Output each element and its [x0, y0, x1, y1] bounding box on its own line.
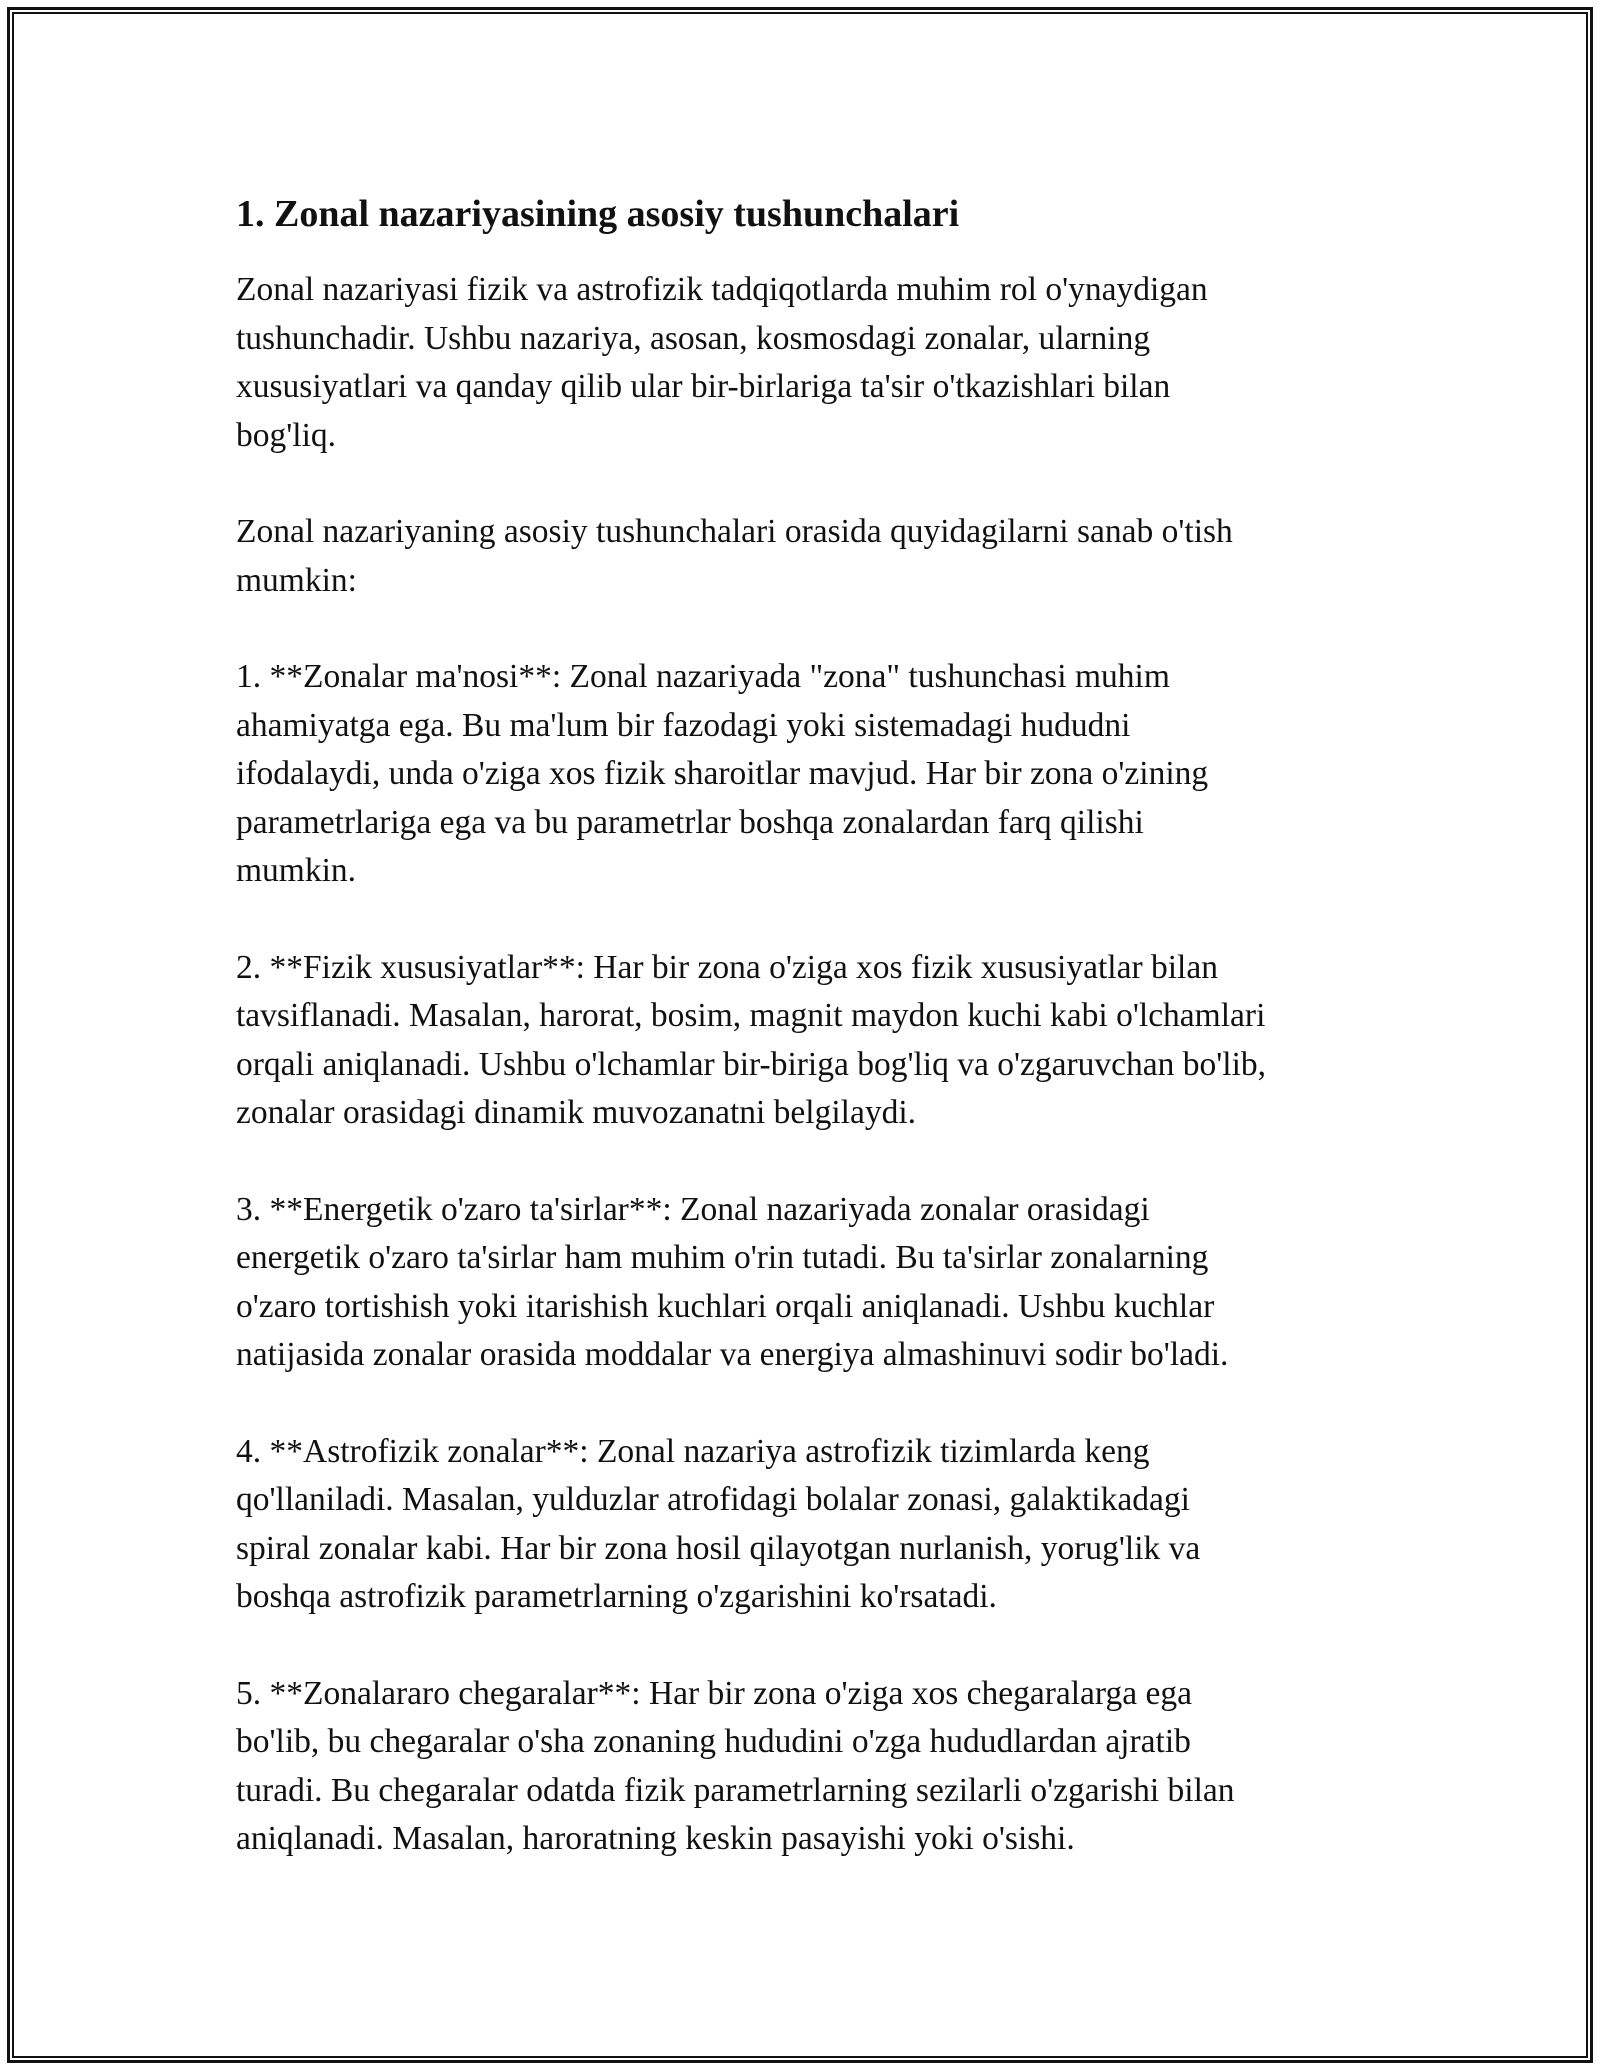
list-item-zonalar-manosi: 1. **Zonalar ma'nosi**: Zonal nazariyada "zona" tushunchasi muhim ahamiyatga ega. Bu ma'lum bir fazodagi yoki sistemadagi hududni ifodalaydi, unda o'ziga xos fizik sharoitlar mavjud. Har bir zona o'zining parametrlariga ega va bu parametrlar boshqa zonalardan farq qilishi mumkin. — [236, 658, 1209, 889]
document-body — [236, 186, 1376, 1864]
list-item-fizik-xususiyatlar: 2. **Fizik xususiyatlar**: Har bir zona o'ziga xos fizik xususiyatlar bilan tavsiflanadi. Masalan, harorat, bosim, magnit maydon kuchi kabi o'lchamlari orqali aniqlanadi. Ushbu o'lchamlar bir-biriga bog'liq va o'zgaruvchan bo'lib, zonalar orasidagi dinamik muvozanatni belgilaydi. — [236, 948, 1267, 1131]
document-title: 1. Zonal nazariyasining asosiy tushunchalari — [236, 193, 960, 235]
list-item-astrofizik-zonalar: 4. **Astrofizik zonalar**: Zonal nazariya astrofizik tizimlarda keng qo'llaniladi. Masalan, yulduzlar atrofidagi bolalar zonasi, galaktikadagi spiral zonalar kabi. Har bir zona hosil qilayotgan nurlanish, yorug'lik va boshqa astrofizik parametrlarning o'zgarishini ko'rsatadi. — [236, 1432, 1201, 1615]
intro-paragraph: Zonal nazariyasi fizik va astrofizik tadqiqotlarda muhim rol o'ynaydigan tushunchadir. Ushbu nazariya, asosan, kosmosdagi zonalar, ularning xususiyatlari va qanday qilib ular bir-birlariga ta'sir o'tkazishlari bilan bog'liq. — [236, 271, 1208, 454]
list-item-zonalararo-chegaralar: 5. **Zonalararo chegaralar**: Har bir zona o'ziga xos chegaralarga ega bo'lib, bu chegaralar o'sha zonaning hududini o'zga hududlardan ajratib turadi. Bu chegaralar odatda fizik parametrlarning sezilarli o'zgarishi bilan aniqlanadi. Masalan, haroratning keskin pasayishi yoki o'sishi. — [236, 1674, 1235, 1857]
list-intro-paragraph: Zonal nazariyaning asosiy tushunchalari orasida quyidagilarni sanab o'tish mumkin: — [236, 513, 1233, 599]
list-item-energetik-tasirlar: 3. **Energetik o'zaro ta'sirlar**: Zonal nazariyada zonalar orasidagi energetik o'zaro ta'sirlar ham muhim o'rin tutadi. Bu ta'sirlar zonalarning o'zaro tortishish yoki itarishish kuchlari orqali aniqlanadi. Ushbu kuchlar natijasida zonalar orasida moddalar va energiya almashinuvi sodir bo'ladi. — [236, 1190, 1229, 1373]
